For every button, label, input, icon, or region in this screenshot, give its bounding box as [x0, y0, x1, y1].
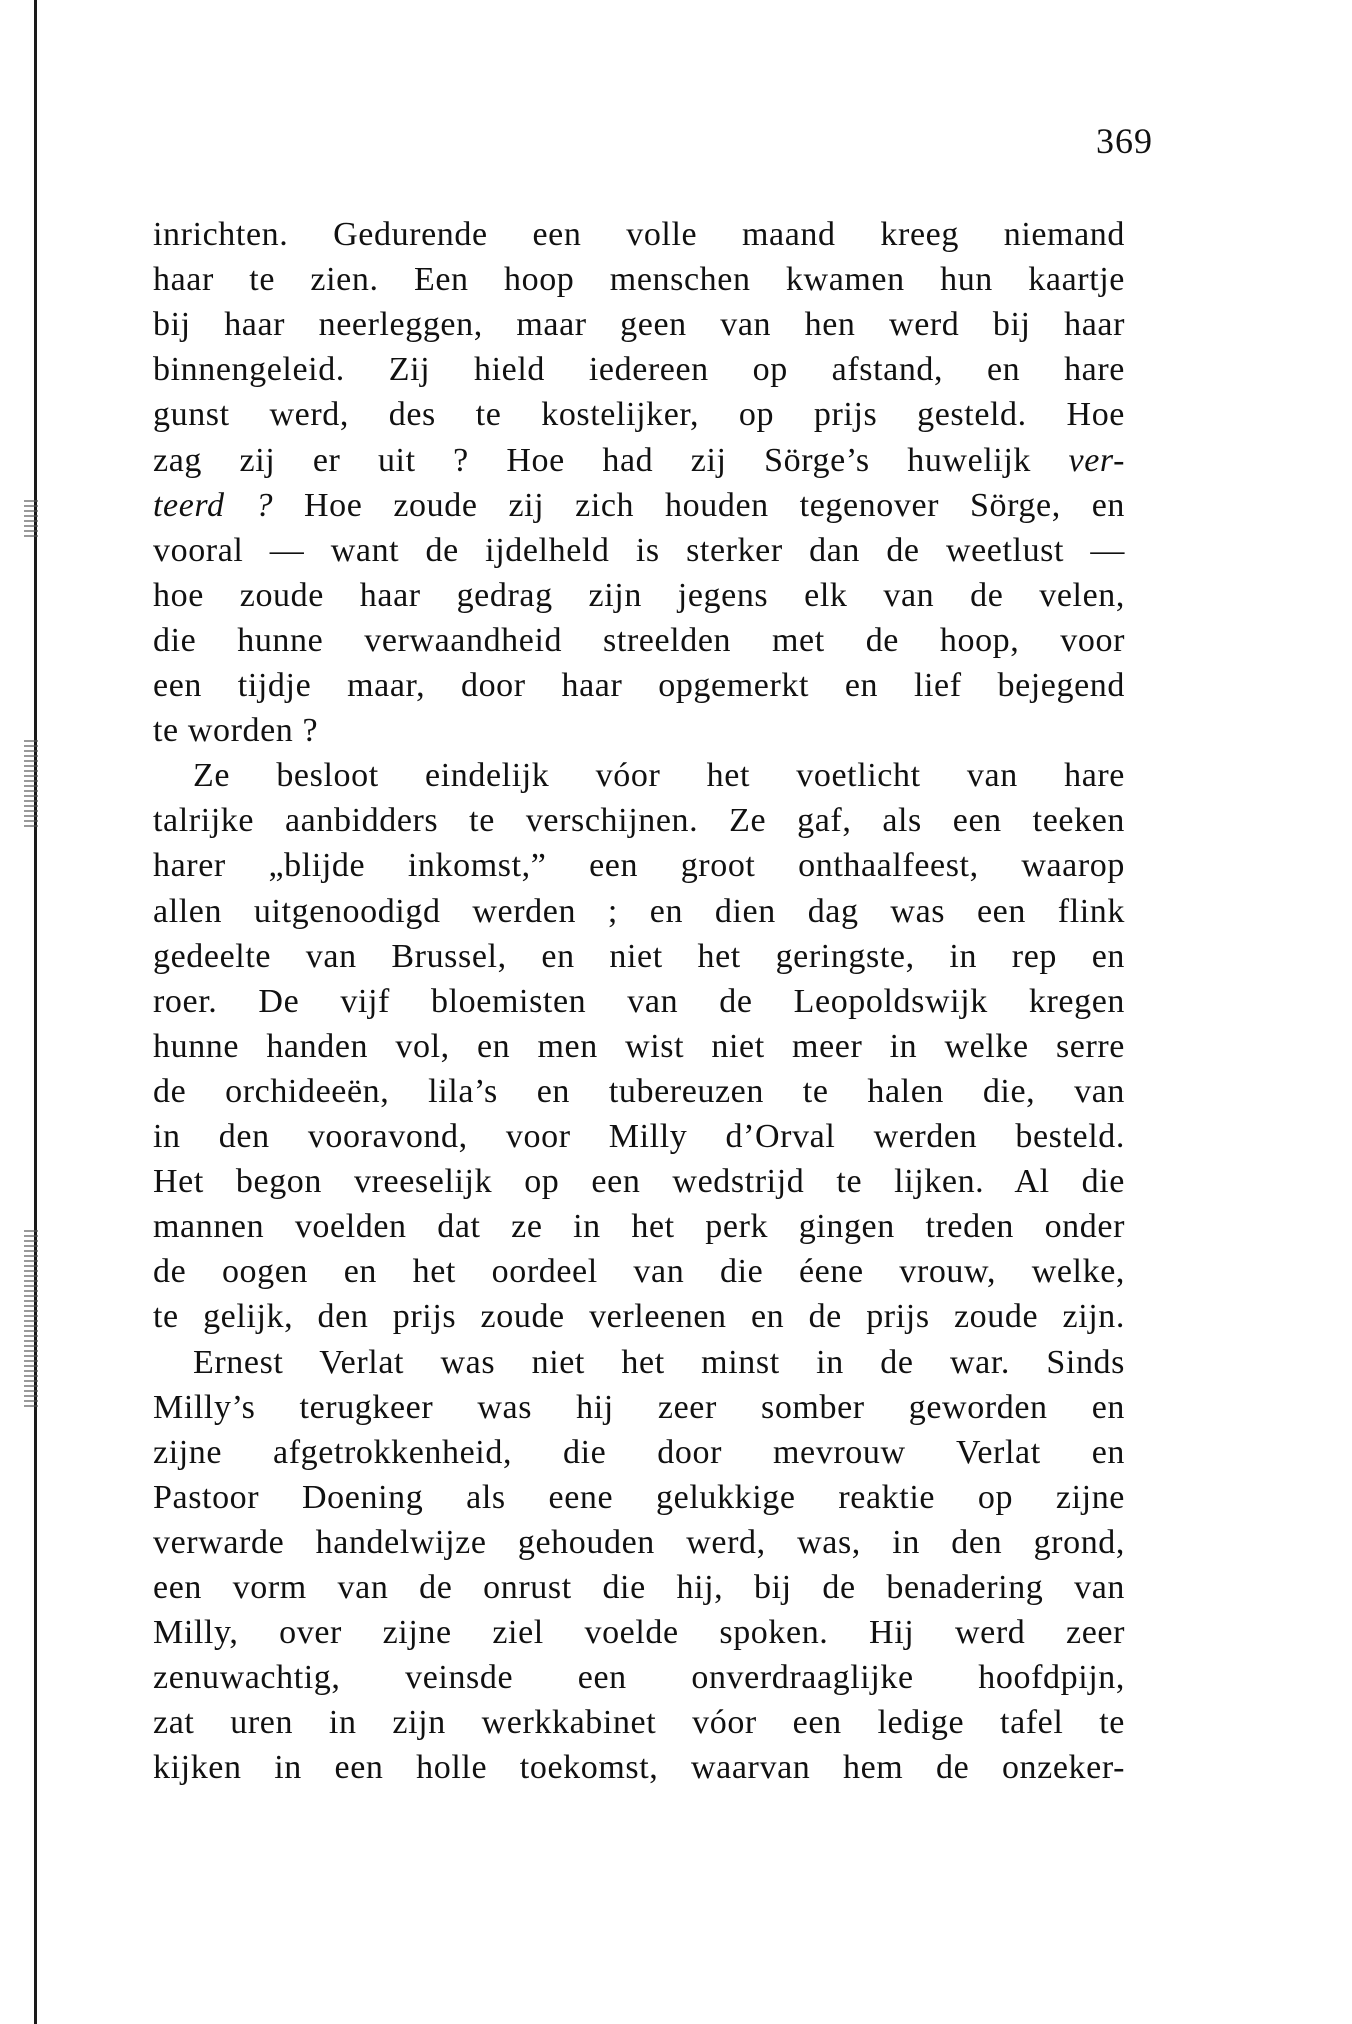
text-segment: harer „blijde inkomst,” een groot onthaalfeest, waarop: [153, 847, 1125, 885]
text-line: [153, 392, 1125, 437]
text-segment: Milly’s terugkeer was hij zeer somber geworden en: [153, 1388, 1125, 1426]
text-segment: de orchideeën, lila’s en tubereuzen te halen die, van: [153, 1072, 1125, 1110]
page-number: 369: [1096, 121, 1153, 161]
scan-binding-edge: [34, 0, 37, 2024]
text-segment: gedeelte van Brussel, en niet het geringste, in rep en: [153, 937, 1125, 975]
text-segment: haar te zien. Een hoop menschen kwamen hun kaartje: [153, 261, 1125, 299]
text-segment: Pastoor Doening als eene gelukkige reaktie op zijne: [153, 1478, 1125, 1516]
text-line: [153, 483, 1125, 528]
text-line: [153, 347, 1125, 392]
text-segment: Hoe zoude zij zich houden tegenover Sörge, en: [273, 486, 1125, 524]
text-line: [153, 573, 1125, 618]
text-line: [153, 302, 1125, 347]
text-line: [153, 1475, 1125, 1520]
text-segment: de oogen en het oordeel van die éene vrouw, welke,: [153, 1253, 1125, 1291]
text-segment: een vorm van de onrust die hij, bij de benadering van: [153, 1569, 1125, 1606]
text-segment: gunst werd, des te kostelijker, op prijs gesteld. Hoe: [153, 396, 1125, 434]
text-line: [153, 1024, 1125, 1069]
text-line: [153, 1430, 1125, 1475]
text-segment: inrichten. Gedurende een volle maand kreeg niemand: [153, 216, 1125, 253]
text-line: [153, 1114, 1125, 1159]
text-line: [153, 934, 1125, 979]
text-line: [153, 438, 1125, 483]
text-line: [153, 1565, 1125, 1610]
text-line: [153, 212, 1125, 257]
text-line: [153, 979, 1125, 1024]
text-line: [153, 528, 1125, 573]
italic-text: teerd ?: [153, 486, 274, 524]
text-line: [153, 1610, 1125, 1655]
text-segment: hoe zoude haar gedrag zijn jegens elk van de velen,: [153, 576, 1125, 614]
text-line: [153, 1520, 1125, 1565]
text-line: [153, 663, 1125, 708]
scan-noise: [24, 1230, 38, 1410]
text-segment: in den vooravond, voor Milly d’Orval werden besteld.: [153, 1118, 1125, 1155]
text-segment: allen uitgenoodigd werden ; en dien dag was een flink: [153, 892, 1125, 930]
text-segment: Ze besloot eindelijk vóor het voetlicht van hare: [193, 757, 1125, 795]
text-segment: vooral — want de ijdelheld is sterker dan de weetlust —: [153, 531, 1125, 569]
text-line: [153, 1700, 1125, 1745]
text-line: [153, 889, 1125, 934]
text-line: [193, 753, 1125, 798]
text-segment: kijken in een holle toekomst, waarvan hem de onzeker-: [153, 1749, 1125, 1787]
text-segment: bij haar neerleggen, maar geen van hen werd bij haar: [153, 306, 1125, 344]
text-segment: hunne handen vol, en men wist niet meer in welke serre: [153, 1027, 1125, 1065]
scan-noise: [24, 500, 38, 540]
text-segment: Ernest Verlat was niet het minst in de war. Sinds: [193, 1343, 1125, 1381]
text-segment: zijne afgetrokkenheid, die door mevrouw Verlat en: [153, 1433, 1125, 1471]
text-line: [153, 843, 1125, 888]
text-segment: te worden ?: [153, 712, 319, 750]
text-segment: binnengeleid. Zij hield iedereen op afstand, en hare: [153, 351, 1125, 389]
text-line: [153, 798, 1125, 843]
text-line: [193, 1340, 1125, 1385]
italic-text: ver-: [1068, 441, 1125, 479]
scan-noise: [24, 740, 38, 830]
text-segment: een tijdje maar, door haar opgemerkt en lief bejegend: [153, 667, 1125, 704]
text-segment: die hunne verwaandheid streelden met de hoop, voor: [153, 621, 1125, 659]
text-segment: te gelijk, den prijs zoude verleenen en de prijs zoude zijn.: [153, 1298, 1125, 1336]
text-line: [153, 708, 1125, 753]
text-line: [153, 1655, 1125, 1700]
text-segment: Het begon vreeselijk op een wedstrijd te lijken. Al die: [153, 1163, 1125, 1201]
text-line: [153, 257, 1125, 302]
text-segment: mannen voelden dat ze in het perk gingen treden onder: [153, 1208, 1125, 1246]
text-line: [153, 1294, 1125, 1339]
text-line: [153, 618, 1125, 663]
text-segment: zat uren in zijn werkkabinet vóor een ledige tafel te: [153, 1704, 1125, 1742]
text-segment: roer. De vijf bloemisten van de Leopoldswijk kregen: [153, 982, 1125, 1020]
text-line: [153, 1204, 1125, 1249]
text-line: [153, 1385, 1125, 1430]
text-segment: zag zij er uit ? Hoe had zij Sörge’s huwelijk: [153, 441, 1069, 479]
text-segment: Milly, over zijne ziel voelde spoken. Hij werd zeer: [153, 1614, 1125, 1652]
text-segment: verwarde handelwijze gehouden werd, was, in den grond,: [153, 1523, 1125, 1561]
text-line: [153, 1745, 1125, 1790]
text-segment: talrijke aanbidders te verschijnen. Ze gaf, als een teeken: [153, 802, 1125, 840]
text-line: [153, 1249, 1125, 1294]
text-line: [153, 1159, 1125, 1204]
text-segment: zenuwachtig, veinsde een onverdraaglijke hoofdpijn,: [153, 1659, 1125, 1697]
text-line: [153, 1069, 1125, 1114]
